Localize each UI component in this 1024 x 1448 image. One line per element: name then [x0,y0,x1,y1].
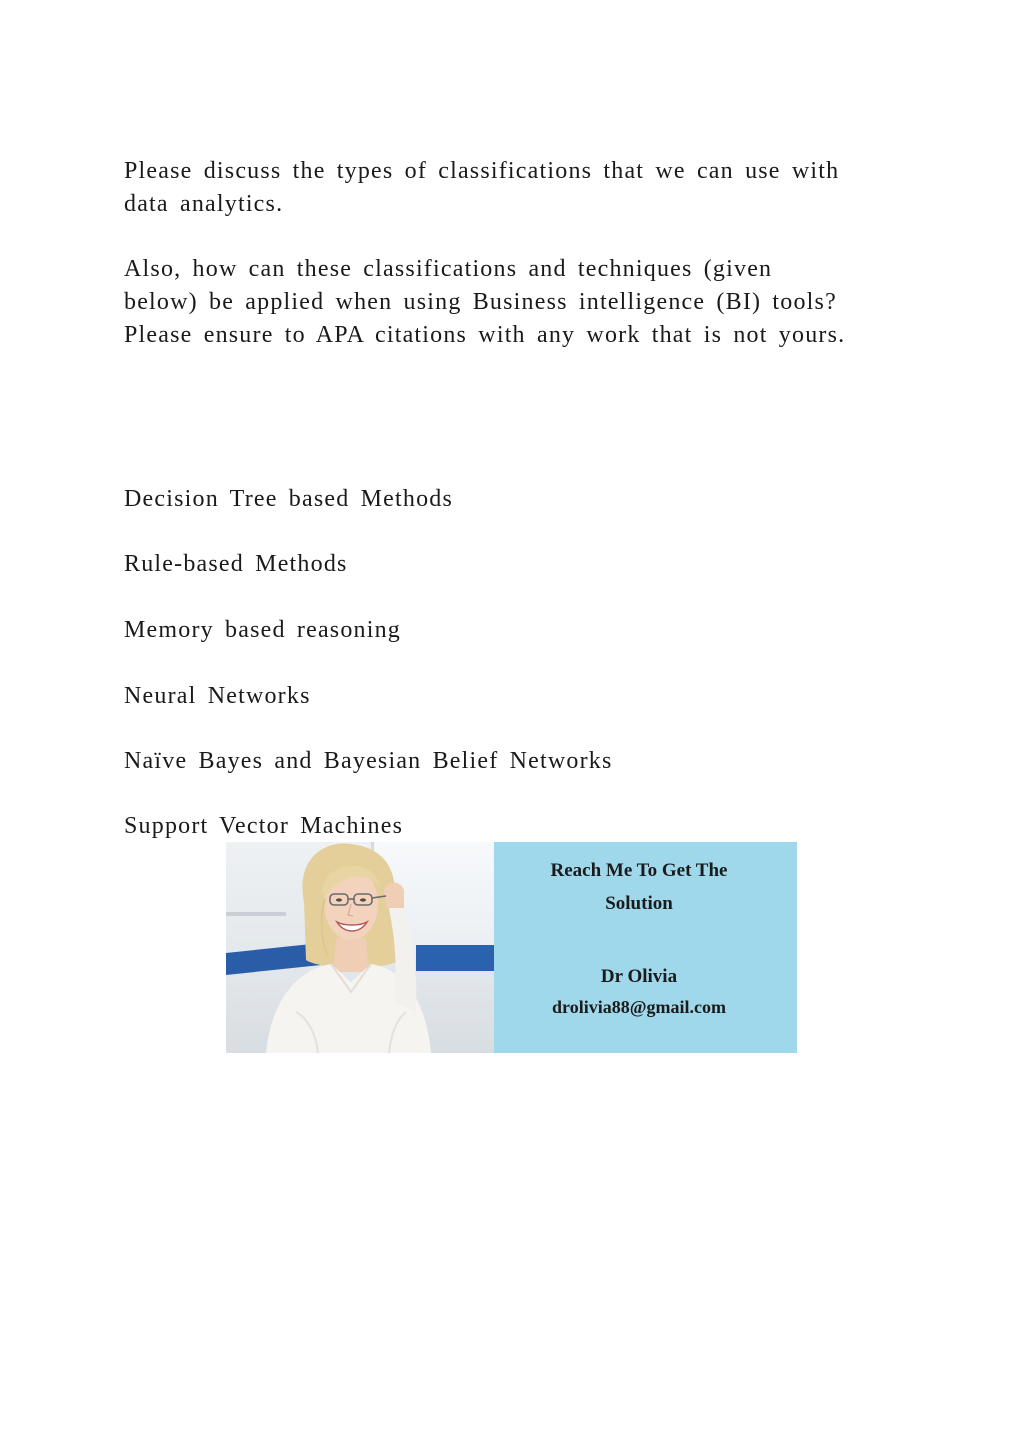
paragraph-line: data analytics. [124,191,284,217]
technique-item: Support Vector Machines [124,813,404,839]
banner-headline: Reach Me To Get The [550,860,728,881]
contact-banner [226,842,797,1053]
technique-item: Neural Networks [124,683,311,709]
banner-headline-continued: Solution [605,893,673,914]
technique-item: Memory based reasoning [124,617,402,643]
paragraph-line: Also, how can these classifications and techniques (given [124,256,773,282]
contact-name: Dr Olivia [600,966,678,987]
banner-photo [226,842,494,1053]
technique-item: Naïve Bayes and Bayesian Belief Networks [124,748,613,774]
question-paragraph-1 [124,155,839,221]
technique-item: Rule-based Methods [124,551,348,577]
banner-contact-info [494,842,797,1053]
woman-portrait-image [226,842,494,1053]
contact-email: drolivia88@gmail.com [552,997,726,1017]
technique-item: Decision Tree based Methods [124,486,454,512]
paragraph-line: below) be applied when using Business intelligence (BI) tools? [124,289,837,315]
paragraph-line: Please discuss the types of classifications that we can use with [124,158,840,184]
question-paragraph-2 [124,253,845,352]
paragraph-line: Please ensure to APA citations with any work that is not yours. [124,322,846,348]
